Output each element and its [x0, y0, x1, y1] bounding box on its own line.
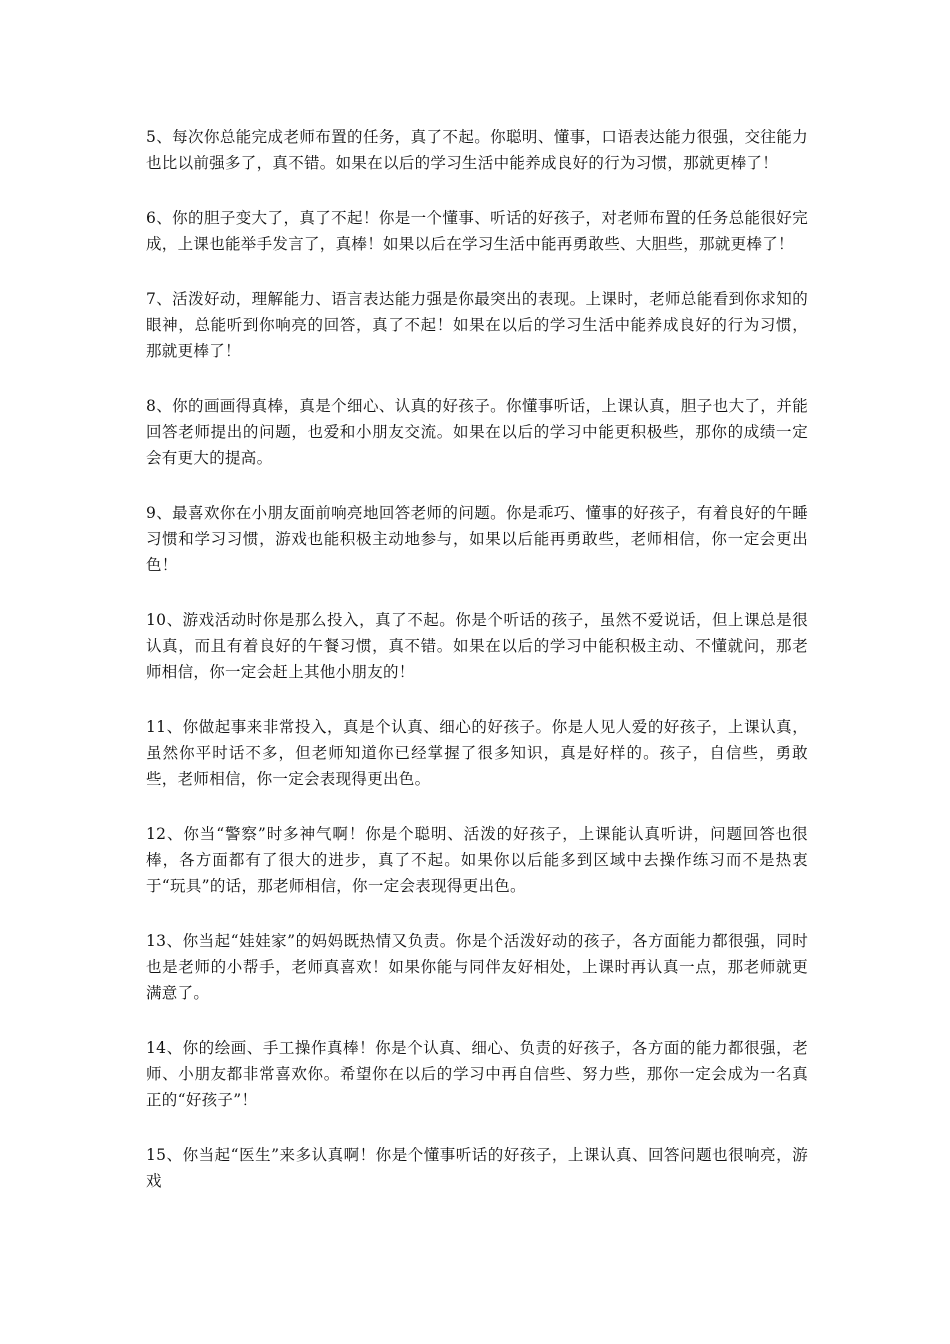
- comment-paragraph-8: 8、你的画画得真棒，真是个细心、认真的好孩子。你懂事听话，上课认真，胆子也大了，并能回答老师提出的问题，也爱和小朋友交流。如果在以后的学习中能更积极些，那你的成绩一定会有更大的提高。: [146, 397, 808, 467]
- comment-paragraph-9: 9、最喜欢你在小朋友面前响亮地回答老师的问题。你是乖巧、懂事的好孩子，有着良好的午睡习惯和学习习惯，游戏也能积极主动地参与，如果以后能再勇敢些，老师相信，你一定会更出色！: [146, 504, 808, 574]
- comment-paragraph-6: 6、你的胆子变大了，真了不起！你是一个懂事、听话的好孩子，对老师布置的任务总能很好完成，上课也能举手发言了，真棒！如果以后在学习生活中能再勇敢些、大胆些，那就更棒了！: [146, 209, 808, 253]
- comment-paragraph-10: 10、游戏活动时你是那么投入，真了不起。你是个听话的孩子，虽然不爱说话，但上课总是很认真，而且有着良好的午餐习惯，真不错。如果在以后的学习中能积极主动、不懂就问，那老师相信，你一定会赶上其他小朋友的！: [146, 611, 808, 681]
- comment-paragraph-13: 13、你当起“娃娃家”的妈妈既热情又负责。你是个活泼好动的孩子，各方面能力都很强，同时也是老师的小帮手，老师真喜欢！如果你能与同伴友好相处，上课时再认真一点，那老师就更满意了。: [146, 932, 808, 1002]
- document-body: [146, 124, 808, 1223]
- comment-paragraph-11: 11、你做起事来非常投入，真是个认真、细心的好孩子。你是人见人爱的好孩子，上课认真，虽然你平时话不多，但老师知道你已经掌握了很多知识，真是好样的。孩子，自信些，勇敢些，老师相信，你一定会表现得更出色。: [146, 718, 808, 788]
- comment-paragraph-15: 15、你当起“医生”来多认真啊！你是个懂事听话的好孩子，上课认真、回答问题也很响亮，游戏: [146, 1146, 808, 1190]
- comment-paragraph-5: 5、每次你总能完成老师布置的任务，真了不起。你聪明、懂事，口语表达能力很强，交往能力也比以前强多了，真不错。如果在以后的学习生活中能养成良好的行为习惯，那就更棒了！: [146, 128, 808, 172]
- comment-paragraph-12: 12、你当“警察”时多神气啊！你是个聪明、活泼的好孩子，上课能认真听讲，问题回答也很棒，各方面都有了很大的进步，真了不起。如果你以后能多到区域中去操作练习而不是热衷于“玩具”的话，那老师相信，你一定会表现得更出色。: [146, 825, 808, 895]
- comment-paragraph-7: 7、活泼好动，理解能力、语言表达能力强是你最突出的表现。上课时，老师总能看到你求知的眼神，总能听到你响亮的回答，真了不起！如果在以后的学习生活中能养成良好的行为习惯，那就更棒了！: [146, 290, 808, 360]
- comment-paragraph-14: 14、你的绘画、手工操作真棒！你是个认真、细心、负责的好孩子，各方面的能力都很强，老师、小朋友都非常喜欢你。希望你在以后的学习中再自信些、努力些，那你一定会成为一名真正的“好孩子”！: [146, 1039, 808, 1109]
